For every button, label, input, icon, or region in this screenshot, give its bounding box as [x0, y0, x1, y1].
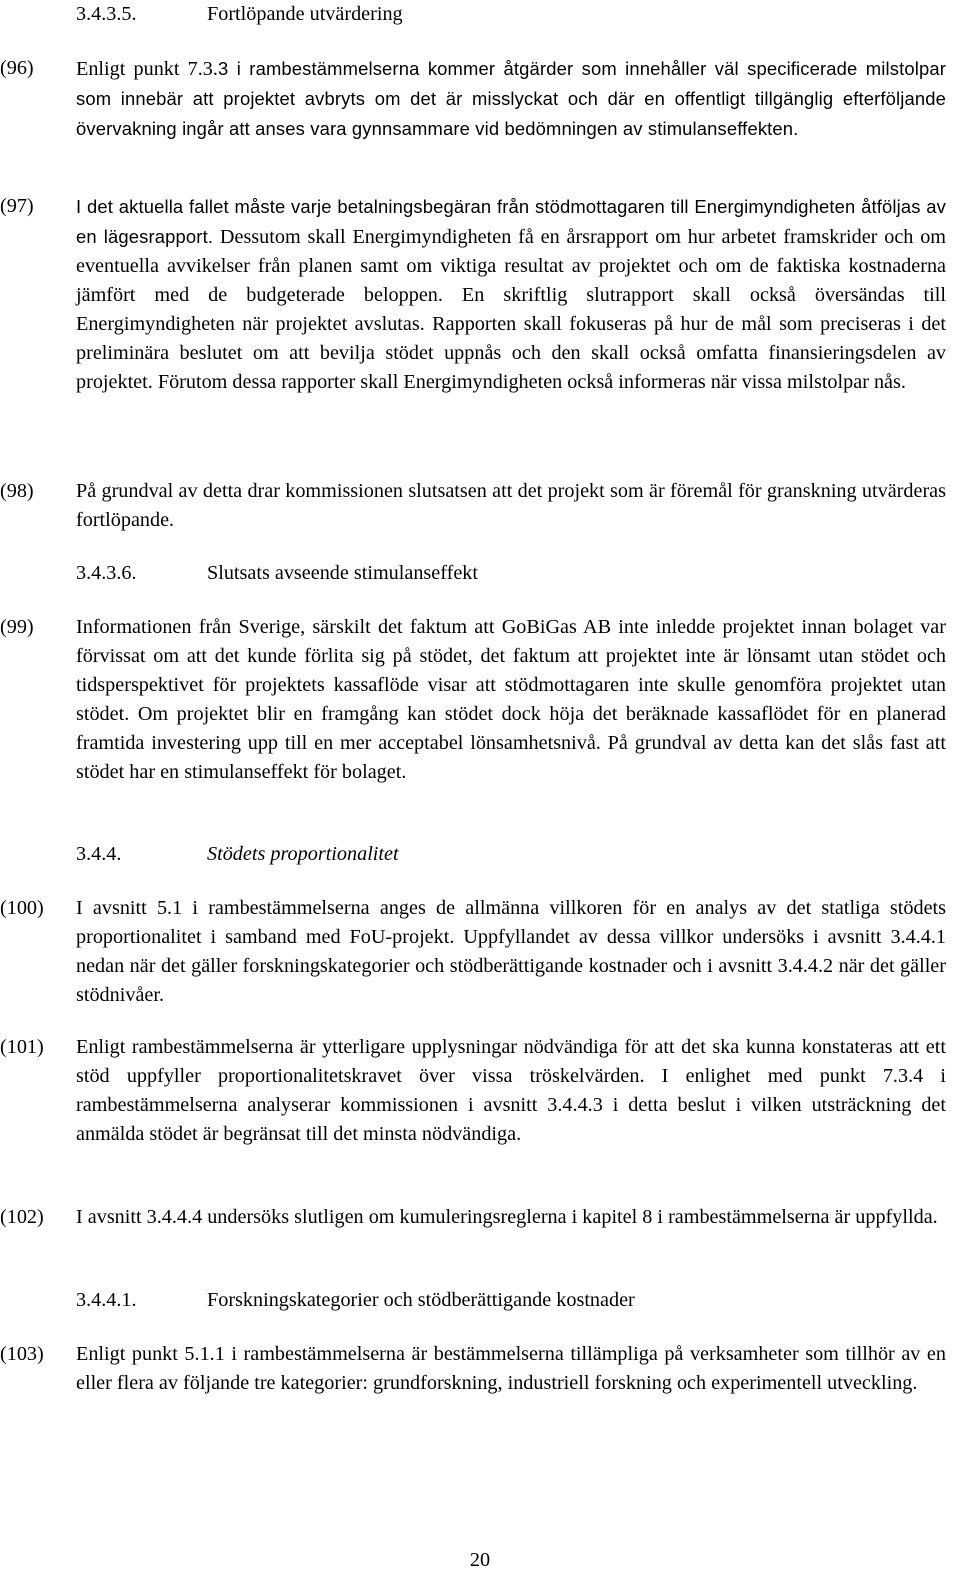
- paragraph-number: (102): [0, 1206, 44, 1228]
- paragraph-text: På grundval av detta drar kommissionen slutsatsen att det projekt som är föremål för granskning utvärderas fortlöpande.: [76, 480, 946, 531]
- paragraph-number: (99): [0, 616, 34, 638]
- paragraph-text: [76, 54, 946, 144]
- paragraph-text-serif: Dessutom skall Energimyndigheten få en årsrapport om hur arbetet framskrider och om eventuella avvikelser från planen samt om viktiga resultat av projektet och om de faktiska kostnaderna jämfört med de budgeterade beloppen. En skriftlig slutrapport skall också översändas till Energimyndigheten när projektet avslutas. Rapporten skall fokuseras på hur de mål som preciseras i det preliminära beslutet om att bevilja stödet uppnås och den skall också omfatta finansieringsdelen av projektet. Förutom dessa rapporter skall Energimyndigheten också informeras när vissa milstolpar nås.: [76, 226, 947, 393]
- paragraph-text-sans: I det aktuella fallet måste varje betalningsbegäran från stödmottagaren till Energimyndigheten åtföljas av en lägesrapport.: [76, 196, 946, 247]
- section-title: Slutsats avseende stimulanseffekt: [207, 562, 478, 584]
- section-number: 3.4.3.5.: [76, 3, 137, 25]
- section-heading-3-4-3-5: [76, 0, 946, 29]
- paragraph-number: (103): [0, 1343, 44, 1365]
- paragraph-text-sans: 3 i rambestämmelserna kommer åtgärder som innehåller väl specificerade milstolpar som innebär att projektet avbryts om det är misslyckat och där en offentligt tillgänglig efterföljande övervakning ingår att anses vara gynnsammare vid bedömningen av stimulanseffekten.: [76, 58, 946, 139]
- section-heading-3-4-4: [76, 840, 946, 869]
- section-number: 3.4.4.1.: [76, 1289, 137, 1311]
- paragraph-number: (98): [0, 480, 34, 502]
- paragraph-text: I avsnitt 5.1 i rambestämmelserna anges de allmänna villkoren för en analys av det statliga stödets proportionalitet i samband med FoU-projekt. Uppfyllandet av dessa villkor undersöks i avsnitt 3.4.4.1 nedan när det gäller forskningskategorier och stödberättigande kostnader och i avsnitt 3.4.4.2 när det gäller stödnivåer.: [76, 897, 946, 1006]
- paragraph-text: [76, 192, 946, 397]
- section-heading-3-4-4-1: [76, 1286, 946, 1315]
- paragraph-number: (101): [0, 1036, 44, 1058]
- page-number: 20: [469, 1549, 491, 1571]
- paragraph-text: Enligt punkt 5.1.1 i rambestämmelserna är bestämmelserna tillämpliga på verksamheter som tillhör av en eller flera av följande tre kategorier: grundforskning, industriell forskning och experimentell utveckling.: [76, 1343, 946, 1394]
- section-number: 3.4.4.: [76, 843, 122, 865]
- paragraph-number: (100): [0, 897, 44, 919]
- paragraph-text: Enligt rambestämmelserna är ytterligare upplysningar nödvändiga för att det ska kunna konstateras att ett stöd uppfyller proportionalitetskravet över vissa tröskelvärden. I enlighet med punkt 7.3.4 i rambestämmelserna analyserar kommissionen i avsnitt 3.4.4.3 i detta beslut i vilken utsträckning det anmälda stödet är begränsat till det minsta nödvändiga.: [76, 1036, 946, 1145]
- section-number: 3.4.3.6.: [76, 562, 137, 584]
- section-heading-3-4-3-6: [76, 559, 946, 588]
- section-title: Fortlöpande utvärdering: [207, 3, 403, 25]
- paragraph-text-serif: Enligt punkt 7.3.: [76, 58, 218, 80]
- paragraph-number: (96): [0, 57, 34, 79]
- paragraph-number: (97): [0, 195, 34, 217]
- section-title: Stödets proportionalitet: [207, 843, 399, 865]
- paragraph-text: I avsnitt 3.4.4.4 undersöks slutligen om kumuleringsreglerna i kapitel 8 i rambestämmelserna är uppfyllda.: [76, 1206, 938, 1228]
- paragraph-text: Informationen från Sverige, särskilt det faktum att GoBiGas AB inte inledde projektet innan bolaget var förvissat om att det kunde förlita sig på stödet, det faktum att projektet inte är lönsamt utan stödet och tidsperspektivet för projektets kassaflöde visar att stödmottagaren inte skulle genomföra projektet utan stödet. Om projektet blir en framgång kan stödet dock höja det beräknade kassaflödet för en planerad framtida investering upp till en mer acceptabel lönsamhetsnivå. På grundval av detta kan det slås fast att stödet har en stimulanseffekt för bolaget.: [76, 616, 946, 783]
- section-title: Forskningskategorier och stödberättigande kostnader: [207, 1289, 635, 1311]
